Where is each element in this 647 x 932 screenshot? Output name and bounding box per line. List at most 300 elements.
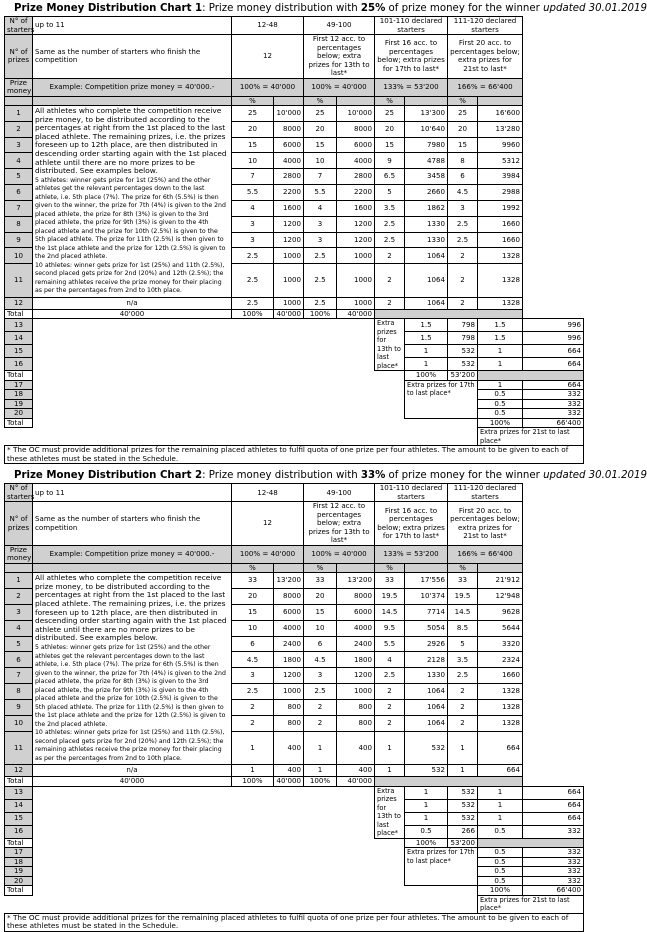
cell-c: 2.5 [304,264,337,297]
cell-h: 9960 [478,137,523,153]
place-number: 5 [5,636,33,652]
cell-h: 1660 [478,668,523,684]
cell-c: 4.5 [304,652,337,668]
pct-spacer [5,96,33,106]
not-applicable: n/a [33,297,232,309]
prizes-same: Same as the number of starters who finish the competition [33,502,232,546]
cell-h: 664 [523,358,584,371]
cell-d: 6000 [337,604,375,620]
place-number: 7 [5,200,33,216]
place-number: 10 [5,715,33,731]
cell-a: 2.5 [232,248,274,264]
pct-label: % [375,563,405,573]
cell-h: 332 [523,390,584,400]
cell-d: 6000 [337,137,375,153]
distribution-rules [33,106,232,298]
cell-g: 25 [448,106,478,122]
total3-amt: 66'400 [523,418,584,428]
cell-d: 1200 [337,216,375,232]
total-label: Total [5,371,33,381]
table-row [5,765,584,777]
cell-c: 25 [304,106,337,122]
cell-h: 332 [523,876,584,886]
cell-h: 1328 [478,248,523,264]
cell-h: 332 [523,848,584,858]
money-49-100: 100% = 40'000 [304,545,375,563]
total-label: Total [5,777,33,787]
prizes-101-110: First 16 acc. to percentages below; extra prizes for 17th to last* [375,502,448,546]
header-starters: N° of starters [5,484,33,502]
cell-f: 1064 [405,715,448,731]
cell-c: 1 [304,765,337,777]
cell-f: 1330 [405,216,448,232]
blank-area [33,848,405,886]
extra-21: Extra prizes for 21st to last place* [478,895,584,913]
cell-e: 2 [375,684,405,700]
blank-area [33,380,405,418]
blank-area [33,838,405,848]
cell-h: 1328 [478,684,523,700]
cell-b: 4000 [274,153,304,169]
money-101-110: 133% = 53'200 [375,545,448,563]
cell-b: 1800 [274,652,304,668]
cell-c: 15 [304,604,337,620]
cell-a: 4.5 [232,652,274,668]
place-number: 10 [5,248,33,264]
cell-b: 1200 [274,216,304,232]
cell-b: 13'200 [274,573,304,589]
cell-g: 5 [448,636,478,652]
pct-spacer [33,96,232,106]
cell-c: 7 [304,169,337,185]
cell-f: 798 [448,332,478,345]
header-111-120: 111-120 declared starters [448,484,523,502]
cell-e: 2 [375,699,405,715]
place-number: 19 [5,399,33,409]
place-number: 18 [5,390,33,400]
money-111-120: 166% = 66'400 [448,78,523,96]
cell-e: 2.5 [375,668,405,684]
total-label: Total [5,838,33,848]
place-number: 16 [5,825,33,838]
cell-a: 3 [232,216,274,232]
pct-spacer [274,563,304,573]
cell-h: 332 [523,399,584,409]
place-number: 16 [5,358,33,371]
cell-f: 532 [448,786,478,799]
chart1-title: Prize Money Distribution Chart 1: Prize money distribution with 25% of prize money for the winner updated 30.01.2019 [14,3,647,14]
cell-g: 8.5 [448,620,478,636]
pct-spacer [405,563,448,573]
header-up-to-11: up to 11 [33,17,232,35]
cell-h: 664 [523,380,584,390]
total2-pct: 100% [405,371,448,381]
blank-area [5,895,478,913]
blank-area [5,428,478,446]
cell-g: 3.5 [448,652,478,668]
money-49-100: 100% = 40'000 [304,78,375,96]
cell-a: 5.5 [232,185,274,201]
cell-h: 664 [478,765,523,777]
rules-5-athletes: 5 athletes: winner gets prize for 1st (25%) and the other athletes get the relevant percentages down to the last athlete, i.e. 5th place (7%). The prize for 6th (5.5%) is then given to the winner, the prize for 7th (4%) is given to the 2nd placed athlete, the prize for 8th (3%) is given to the 3rd placed athlete, the prize for 9th (3%) is given to the 4th placed athlete and the prize for 10th (2.5%) is given to the 5th placed athlete. The prize for 11th (2.5%) is then given to the 1st place athlete and the prize for 12th (2.5%) is given to the 2nd placed athlete. [35,176,226,261]
cell-g: 0.5 [478,825,523,838]
cell-b: 1600 [274,200,304,216]
cell-a: 1 [232,731,274,764]
cell-e: 1 [405,812,448,825]
cell-g: 2 [448,248,478,264]
cell-e: 4 [375,652,405,668]
place-number: 14 [5,799,33,812]
prizes-101-110: First 16 acc. to percentages below; extra prizes for 17th to last* [375,35,448,79]
cell-f: 2128 [405,652,448,668]
place-number: 9 [5,232,33,248]
place-number: 2 [5,121,33,137]
cell-g: 8 [448,153,478,169]
cell-a: 15 [232,604,274,620]
total-spacer [478,371,584,381]
money-12-48: 100% = 40'000 [232,545,304,563]
cell-c: 2.5 [304,684,337,700]
cell-g: 2 [448,715,478,731]
place-number: 7 [5,668,33,684]
cell-d: 4000 [337,620,375,636]
header-49-100: 49-100 [304,17,375,35]
total-label: Total [5,418,33,428]
rules-5-athletes: 5 athletes: winner gets prize for 1st (25%) and the other athletes get the relevant percentages down to the last athlete, i.e. 5th place (7%). The prize for 6th (5.5%) is then given to the winner, the prize for 7th (4%) is given to the 2nd placed athlete, the prize for 8th (3%) is given to the 3rd placed athlete, the prize for 9th (3%) is given to the 4th placed athlete and the prize for 10th (2.5%) is given to the 5th placed athlete. The prize for 11th (2.5%) is then given to the 1st place athlete and the prize for 12th (2.5%) is given to the 2nd placed athlete. [35,644,226,728]
cell-f: 532 [448,812,478,825]
cell-b: 400 [274,731,304,764]
cell-a: 2.5 [232,297,274,309]
prizes-111-120: First 20 acc. to percentages below; extra prizes for 21st to last* [448,35,523,79]
blank-area [33,319,375,371]
pct-label: % [448,563,478,573]
chart1-body [5,17,584,464]
header-12-48: 12-48 [232,17,304,35]
cell-f: 1330 [405,232,448,248]
place-number: 1 [5,106,33,122]
cell-e: 2 [375,715,405,731]
cell-f: 5054 [405,620,448,636]
cell-g: 2 [448,264,478,297]
cell-g: 1 [478,799,523,812]
table-row [5,106,584,122]
cell-h: 996 [523,319,584,332]
cell-h: 664 [478,731,523,764]
prizes-12-48: 12 [232,35,304,79]
cell-g: 1 [478,345,523,358]
header-up-to-11: up to 11 [33,484,232,502]
cell-f: 532 [448,358,478,371]
cell-c: 5.5 [304,185,337,201]
extra-13: Extra prizes for 13th to last place* [375,319,405,371]
cell-f: 2660 [405,185,448,201]
cell-c: 2.5 [304,248,337,264]
prizes-49-100: First 12 acc. to percentages below; extra prizes for 13th to last* [304,35,375,79]
cell-h: 1660 [478,216,523,232]
cell-e: 1 [405,358,448,371]
cell-f: 532 [405,765,448,777]
cell-f: 1064 [405,684,448,700]
cell-e: 1 [405,345,448,358]
place-number: 1 [5,573,33,589]
cell-h: 21'912 [478,573,523,589]
total-main: 40'000 [33,777,232,787]
example-money: Example: Competition prize money = 40'000.- [33,78,232,96]
cell-e: 1 [405,786,448,799]
cell-f: 17'556 [405,573,448,589]
table-row [5,319,584,332]
place-number: 9 [5,699,33,715]
cell-f: 1330 [405,668,448,684]
cell-e: 19.5 [375,589,405,605]
cell-g: 1 [448,765,478,777]
cell-h: 12'948 [478,589,523,605]
cell-f: 532 [448,799,478,812]
place-number: 11 [5,731,33,764]
total-pct-a: 100% [232,309,274,319]
cell-g: 20 [448,121,478,137]
cell-c: 2 [304,715,337,731]
cell-e: 1 [375,731,405,764]
header-prize-money: Prize money [5,78,33,96]
cell-f: 10'640 [405,121,448,137]
cell-h: 1328 [478,715,523,731]
rules-10-athletes: 10 athletes: winner gets prize for 1st (25%) and 11th (2.5%), second placed gets prize for 2nd (20%) and 12th (2.5%); the remaining athletes receive the prize money for their placing as per the percentages from 2nd to 10th place. [35,729,225,762]
cell-h: 332 [523,867,584,877]
cell-g: 1 [478,358,523,371]
pct-spacer [405,96,448,106]
total-spacer [375,777,523,787]
cell-f: 10'374 [405,589,448,605]
total3-pct: 100% [478,418,523,428]
cell-g: 0.5 [478,390,523,400]
header-prizes: N° of prizes [5,35,33,79]
cell-e: 2.5 [375,232,405,248]
table-row [5,573,584,589]
cell-f: 1064 [405,699,448,715]
cell-a: 3 [232,668,274,684]
cell-e: 1 [405,799,448,812]
cell-e: 5.5 [375,636,405,652]
chart2-title: Prize Money Distribution Chart 2: Prize money distribution with 33% of prize money for the winner updated 30.01.2019 [14,470,647,482]
cell-h: 1660 [478,232,523,248]
total-pct-a: 100% [232,777,274,787]
cell-a: 2.5 [232,684,274,700]
cell-e: 9 [375,153,405,169]
footnote: * The OC must provide additional prizes for the remaining placed athletes to fulfil quota of one prize per four athletes. The amount to be given to each of these athletes must be stated in the Schedule. [5,913,584,931]
cell-e: 2 [375,248,405,264]
cell-h: 332 [523,825,584,838]
cell-d: 2800 [337,169,375,185]
place-number: 12 [5,765,33,777]
prizes-111-120: First 20 acc. to percentages below; extra prizes for 21st to last* [448,502,523,546]
place-number: 3 [5,604,33,620]
place-number: 19 [5,867,33,877]
cell-g: 1.5 [478,332,523,345]
pct-spacer [478,96,523,106]
place-number: 15 [5,345,33,358]
cell-a: 10 [232,153,274,169]
header-prizes: N° of prizes [5,502,33,546]
cell-b: 1000 [274,684,304,700]
blank-area [33,418,478,428]
cell-h: 9628 [478,604,523,620]
cell-a: 3 [232,232,274,248]
prize-table-chart2 [4,483,584,931]
cell-d: 1200 [337,232,375,248]
cell-h: 3320 [478,636,523,652]
cell-a: 33 [232,573,274,589]
cell-d: 1200 [337,668,375,684]
cell-e: 20 [375,121,405,137]
place-number: 14 [5,332,33,345]
cell-h: 996 [523,332,584,345]
cell-d: 4000 [337,153,375,169]
cell-a: 2.5 [232,264,274,297]
footnote: * The OC must provide additional prizes for the remaining placed athletes to fulfil quota of one prize per four athletes. The amount to be given to each of these athletes must be stated in the Schedule. [5,446,584,464]
cell-d: 2200 [337,185,375,201]
cell-g: 1 [478,786,523,799]
cell-g: 2 [448,297,478,309]
chart2-body [5,484,584,931]
cell-b: 2200 [274,185,304,201]
cell-g: 19.5 [448,589,478,605]
cell-h: 5644 [478,620,523,636]
cell-e: 1.5 [405,319,448,332]
cell-e: 1.5 [405,332,448,345]
cell-g: 1 [478,380,523,390]
total2-amt: 53'200 [448,838,478,848]
cell-h: 1328 [478,264,523,297]
cell-e: 9.5 [375,620,405,636]
pct-spacer [337,563,375,573]
blank-area [33,786,375,838]
place-number: 2 [5,589,33,605]
total-label: Total [5,886,33,896]
place-number: 13 [5,786,33,799]
total-amt-d: 40'000 [337,777,375,787]
cell-e: 2.5 [375,216,405,232]
header-prize-money: Prize money [5,545,33,563]
cell-f: 1862 [405,200,448,216]
cell-f: 1064 [405,297,448,309]
total3-pct: 100% [478,886,523,896]
cell-f: 532 [405,731,448,764]
cell-g: 33 [448,573,478,589]
pct-label: % [375,96,405,106]
money-101-110: 133% = 53'200 [375,78,448,96]
cell-d: 1000 [337,297,375,309]
cell-e: 15 [375,137,405,153]
total-spacer [375,309,523,319]
header-starters: N° of starters [5,17,33,35]
example-money: Example: Competition prize money = 40'000.- [33,545,232,563]
prizes-same: Same as the number of starters who finish the competition [33,35,232,79]
cell-e: 33 [375,573,405,589]
money-12-48: 100% = 40'000 [232,78,304,96]
blank-area [33,886,478,896]
cell-g: 1.5 [478,319,523,332]
cell-c: 6 [304,636,337,652]
blank-area [33,371,405,381]
cell-d: 10'000 [337,106,375,122]
cell-b: 800 [274,699,304,715]
cell-f: 7980 [405,137,448,153]
cell-d: 13'200 [337,573,375,589]
cell-g: 6 [448,169,478,185]
cell-h: 1328 [478,297,523,309]
cell-f: 532 [448,345,478,358]
pct-label: % [304,96,337,106]
extra-21: Extra prizes for 21st to last place* [478,428,584,446]
cell-g: 2.5 [448,232,478,248]
cell-d: 800 [337,699,375,715]
cell-g: 4.5 [448,185,478,201]
place-number: 4 [5,620,33,636]
cell-e: 2 [375,297,405,309]
cell-h: 332 [523,857,584,867]
cell-h: 332 [523,409,584,419]
cell-b: 400 [274,765,304,777]
cell-g: 0.5 [478,848,523,858]
cell-b: 1000 [274,248,304,264]
cell-f: 1064 [405,248,448,264]
cell-b: 1200 [274,668,304,684]
cell-g: 0.5 [478,399,523,409]
pct-spacer [274,96,304,106]
cell-d: 1000 [337,684,375,700]
cell-d: 400 [337,765,375,777]
cell-e: 6.5 [375,169,405,185]
cell-a: 2 [232,715,274,731]
pct-spacer [337,96,375,106]
total-amt-d: 40'000 [337,309,375,319]
cell-h: 5312 [478,153,523,169]
cell-c: 10 [304,620,337,636]
cell-e: 1 [375,765,405,777]
cell-f: 3458 [405,169,448,185]
pct-label: % [232,96,274,106]
place-number: 6 [5,185,33,201]
cell-d: 1000 [337,248,375,264]
place-number: 17 [5,848,33,858]
cell-b: 2800 [274,169,304,185]
cell-e: 3.5 [375,200,405,216]
cell-h: 664 [523,345,584,358]
cell-c: 10 [304,153,337,169]
cell-a: 15 [232,137,274,153]
place-number: 18 [5,857,33,867]
place-number: 5 [5,169,33,185]
total-pct-c: 100% [304,309,337,319]
pct-spacer [5,563,33,573]
cell-b: 4000 [274,620,304,636]
cell-d: 2400 [337,636,375,652]
cell-d: 1600 [337,200,375,216]
cell-g: 1 [478,812,523,825]
cell-a: 7 [232,169,274,185]
cell-c: 3 [304,216,337,232]
cell-g: 0.5 [478,857,523,867]
cell-g: 3 [448,200,478,216]
cell-f: 266 [448,825,478,838]
cell-c: 1 [304,731,337,764]
cell-a: 2 [232,699,274,715]
cell-e: 2 [375,264,405,297]
cell-h: 664 [523,812,584,825]
place-number: 6 [5,652,33,668]
place-number: 12 [5,297,33,309]
